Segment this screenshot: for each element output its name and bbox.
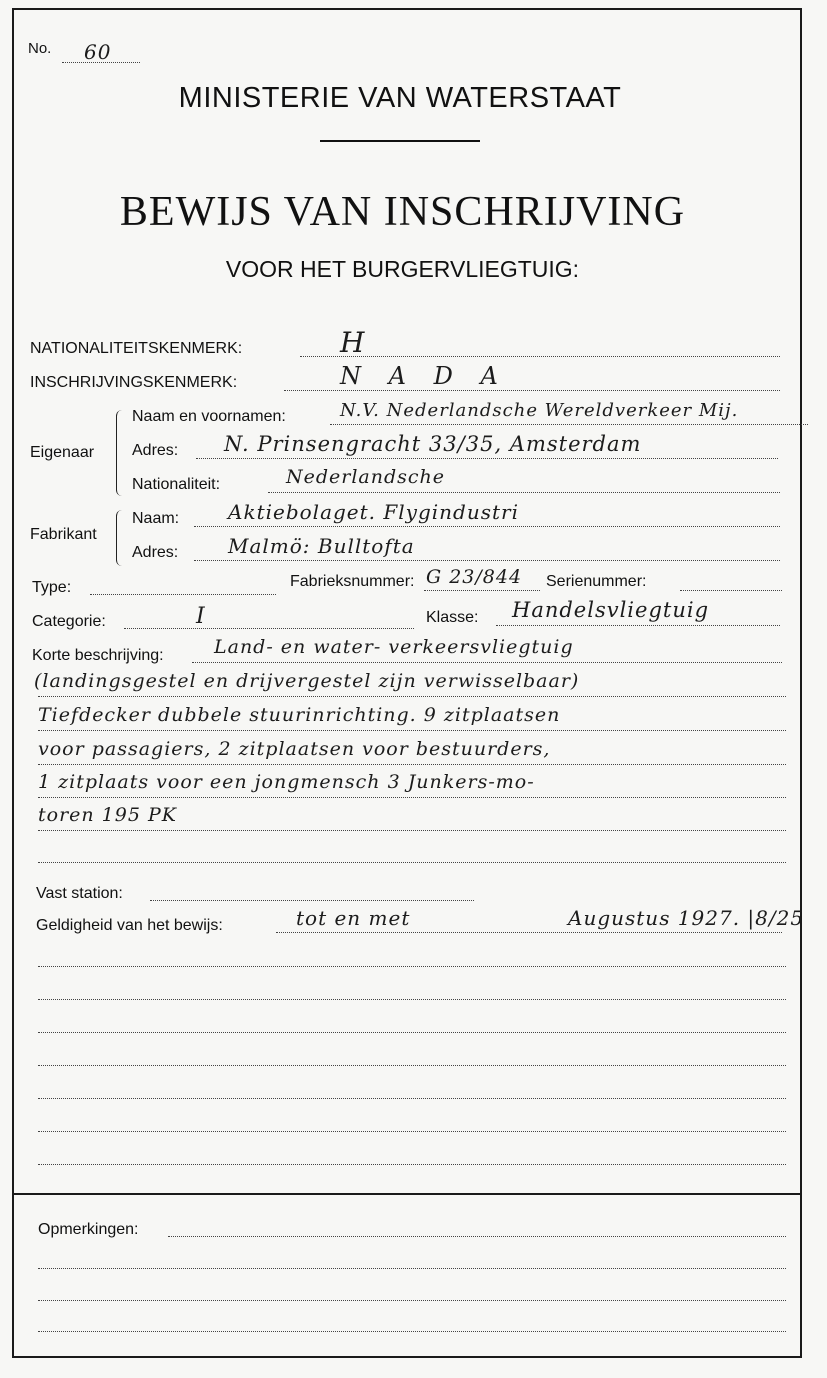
document-title: BEWIJS VAN INSCHRIJVING [119,189,686,235]
beschrijving-text-0: Land- en water- verkeersvliegtuig [214,636,574,658]
beschrijving-text-3: voor passagiers, 2 zitplaatsen voor bestuurders, [38,738,551,760]
inschrijvingskenmerk-line [284,390,780,391]
eigenaar-naam-label: Naam en voornamen: [132,408,286,425]
geldigheid-value: tot en met [296,906,411,930]
type-label: Type: [32,579,72,596]
klasse-label: Klasse: [426,609,479,626]
nationaliteitskenmerk-value: H [340,326,366,359]
eigenaar-adres-label: Adres: [132,442,179,459]
document-subtitle: VOOR HET BURGERVLIEGTUIG: [225,256,580,282]
eigenaar-nationaliteit-line [268,492,780,493]
beschrijving-line-5 [38,830,786,831]
beschrijving-text-2: Tiefdecker dubbele stuurinrichting. 9 zitplaatsen [38,704,561,726]
opmerkingen-blank-line [38,1268,786,1269]
klasse-value: Handelsvliegtuig [512,598,710,622]
number-label: No. [28,40,52,57]
blank-line [38,1065,786,1066]
serienummer-label: Serienummer: [546,573,647,590]
eigenaar-naam-value: N.V. Nederlandsche Wereldverkeer Mij. [340,400,739,421]
opmerkingen-blank-line [38,1300,786,1301]
blank-line [38,1098,786,1099]
categorie-line [124,628,414,629]
eigenaar-label: Eigenaar [30,444,95,461]
eigenaar-nationaliteit-label: Nationaliteit: [132,476,221,493]
beschrijving-line-6 [38,862,786,863]
beschrijving-line-0 [192,662,782,663]
beschrijving-text-4: 1 zitplaats voor een jongmensch 3 Junkers-mo- [38,771,535,793]
blank-line [38,966,786,967]
title-separator [320,140,480,142]
remarks-divider [12,1193,802,1195]
fabrikant-label: Fabrikant [30,526,97,543]
eigenaar-adres-line [196,458,778,459]
nationaliteitskenmerk-label: NATIONALITEITSKENMERK: [30,340,243,357]
eigenaar-adres-value: N. Prinsengracht 33/35, Amsterdam [224,432,642,456]
beschrijving-line-4 [38,797,786,798]
eigenaar-nationaliteit-value: Nederlandsche [286,466,446,488]
beschrijving-text-1: (landingsgestel en drijvergestel zijn verwisselbaar) [34,670,580,692]
korte-beschrijving-label: Korte beschrijving: [32,647,164,664]
beschrijving-text-5: toren 195 PK [38,804,177,826]
inschrijvingskenmerk-value: N A D A [340,362,508,390]
fabrikant-adres-value: Malmö: Bulltofta [228,534,415,558]
eigenaar-brace [116,410,125,496]
type-line [90,594,276,595]
fabrikant-naam-line [194,526,780,527]
vast-station-line [150,900,474,901]
klasse-line [496,625,780,626]
fabrikant-adres-label: Adres: [132,544,179,561]
fabrikant-naam-value: Aktiebolaget. Flygindustri [228,500,519,524]
fabrieksnummer-label: Fabrieksnummer: [290,573,415,590]
number-value: 60 [84,40,112,64]
blank-line [38,1032,786,1033]
ministry-title: MINISTERIE VAN WATERSTAAT [178,82,622,114]
beschrijving-line-3 [38,764,786,765]
fabrikant-naam-label: Naam: [132,510,180,527]
fabrieksnummer-line [424,590,540,591]
opmerkingen-blank-line [38,1331,786,1332]
eigenaar-naam-line [330,424,808,425]
opmerkingen-line [168,1236,786,1237]
fabrikant-adres-line [194,560,780,561]
nationaliteitskenmerk-line [300,356,780,357]
vast-station-label: Vast station: [36,885,123,902]
blank-line [38,1164,786,1165]
categorie-label: Categorie: [32,613,106,630]
beschrijving-line-2 [38,730,786,731]
geldigheid-date: Augustus 1927. |8/25 [568,906,805,930]
fabrieksnummer-value: G 23/844 [426,566,523,588]
categorie-value: I [196,604,206,629]
inschrijvingskenmerk-label: INSCHRIJVINGSKENMERK: [30,374,238,391]
fabrikant-brace [116,510,125,566]
serienummer-line [680,590,782,591]
geldigheid-line [276,932,782,933]
blank-line [38,999,786,1000]
opmerkingen-label: Opmerkingen: [38,1221,139,1238]
beschrijving-line-1 [38,696,786,697]
geldigheid-label: Geldigheid van het bewijs: [36,917,223,934]
blank-line [38,1131,786,1132]
